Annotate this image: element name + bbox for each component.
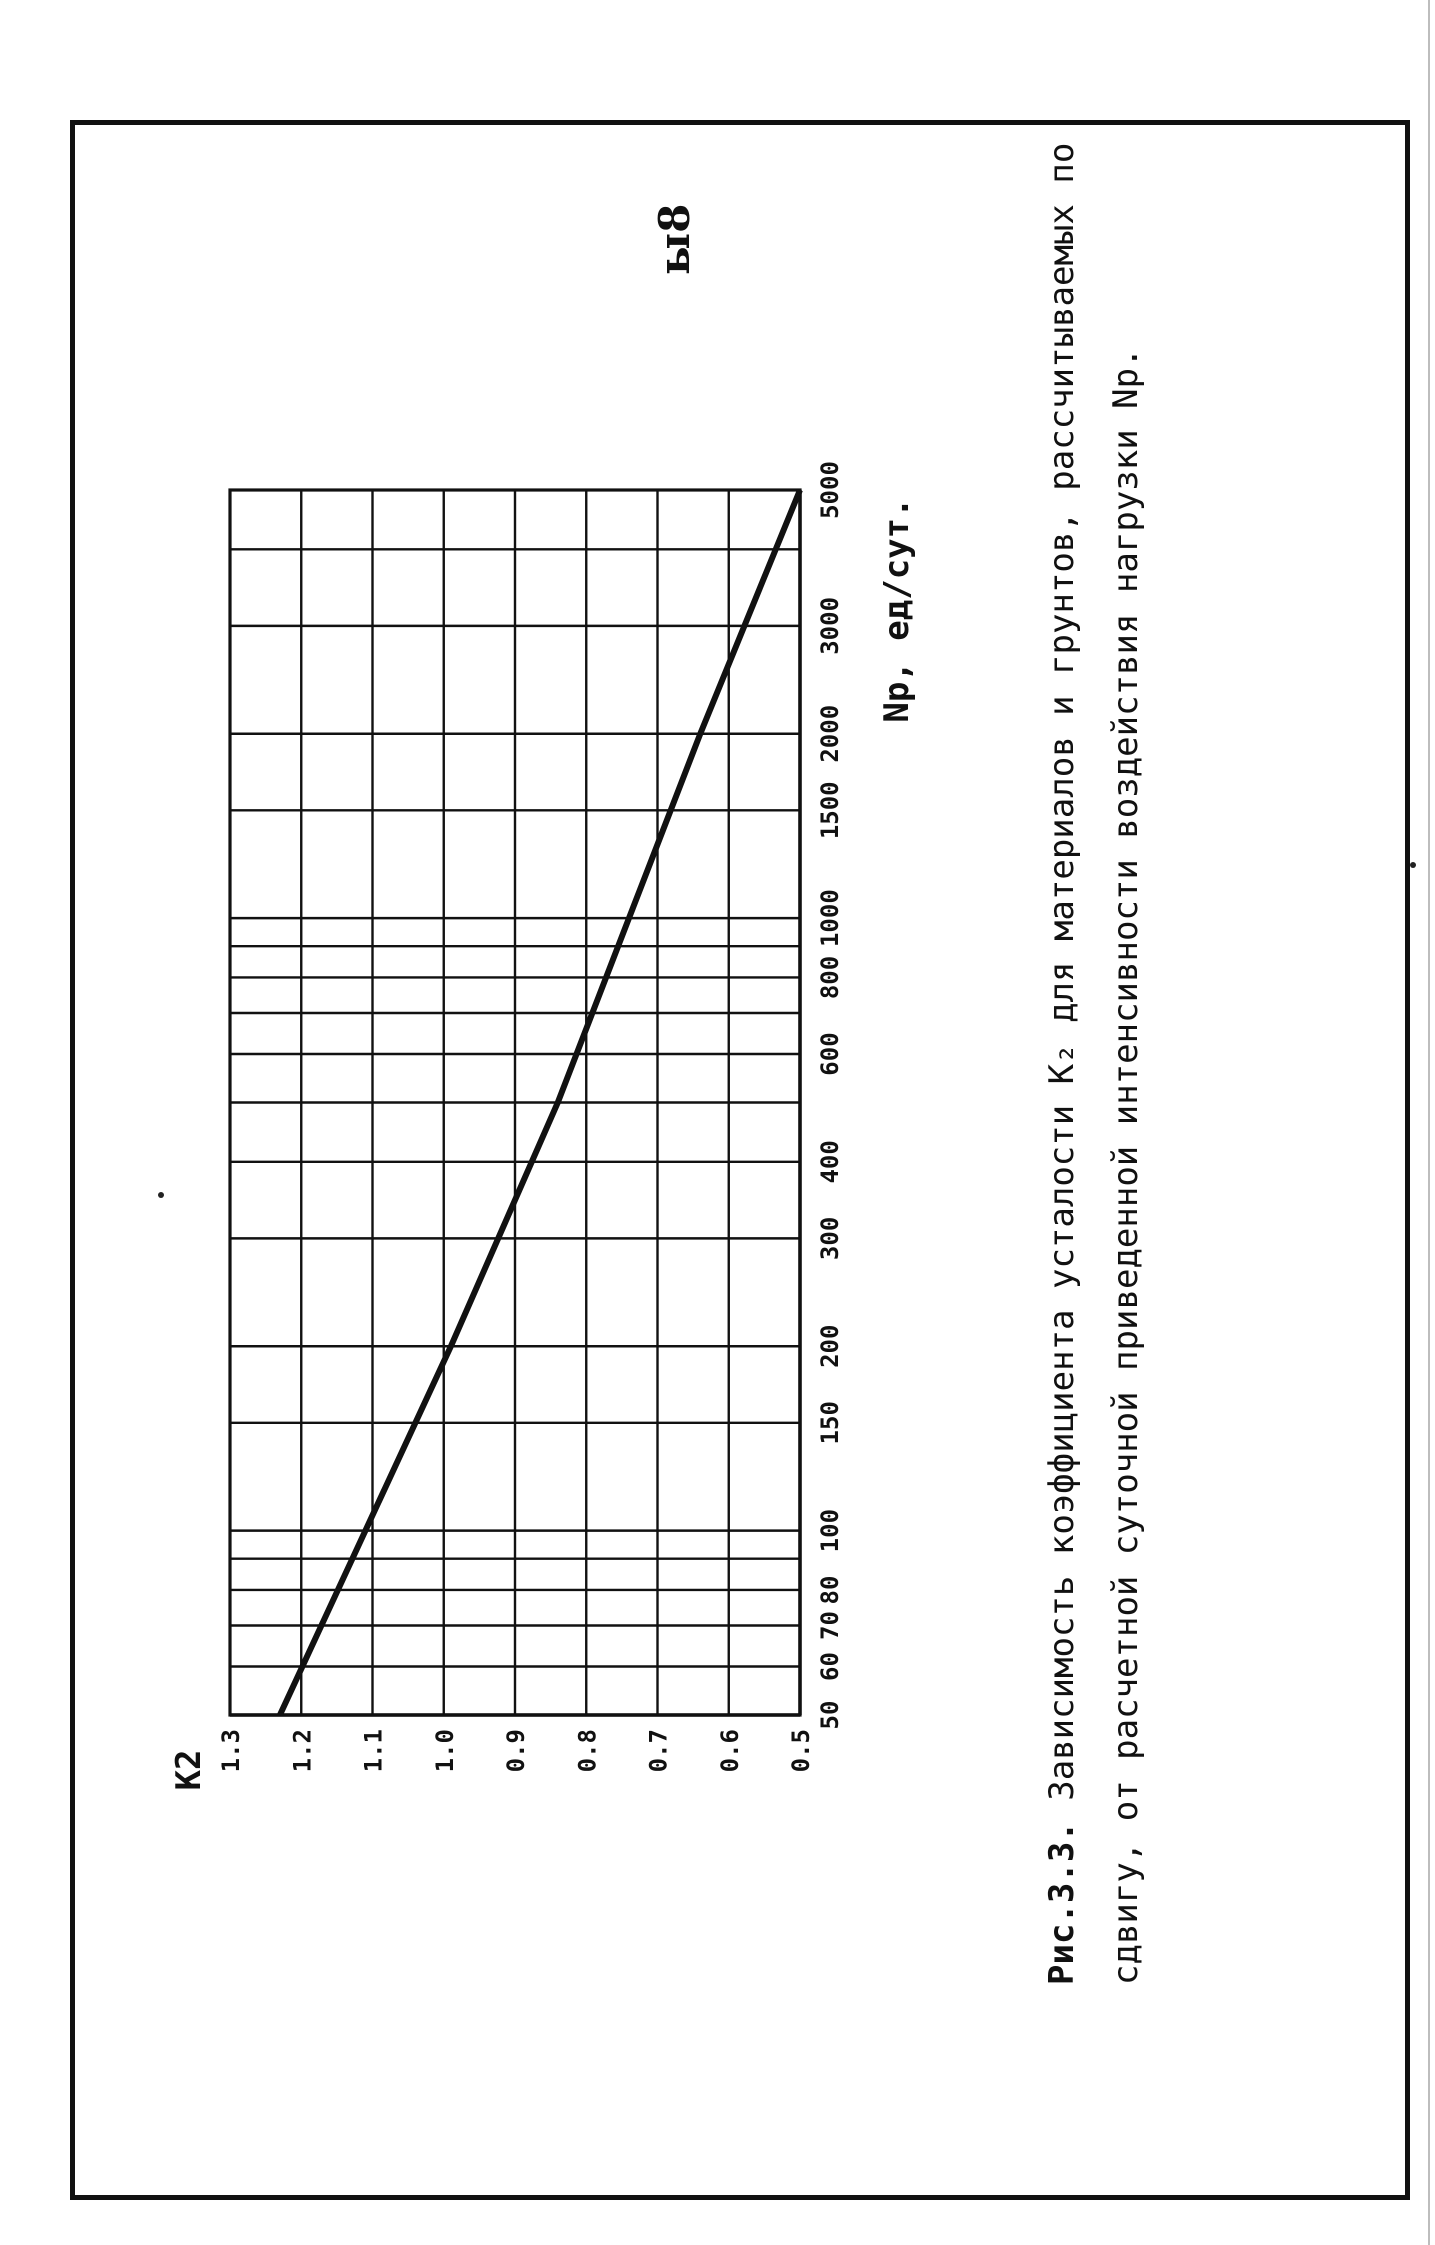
y-tick-label: 1.3 bbox=[217, 1729, 245, 1773]
y-axis-ticks bbox=[217, 1729, 815, 1772]
figure-number: Рис.3.3. bbox=[1042, 1821, 1082, 1985]
x-tick-label: 5000 bbox=[816, 461, 844, 519]
y-tick-label: 0.7 bbox=[644, 1729, 673, 1773]
x-tick-label: 50 bbox=[816, 1700, 844, 1730]
chart-grid bbox=[230, 490, 800, 1715]
x-axis-title: Np, ед/сут. bbox=[877, 497, 917, 723]
y-tick-label: 0.8 bbox=[573, 1729, 602, 1773]
x-tick-label: 600 bbox=[816, 1032, 844, 1076]
y-axis-title: K2 bbox=[169, 1749, 209, 1791]
caption-text-1: Зависимость коэффициента усталости K₂ для материалов и грунтов, рассчитываемых по bbox=[1042, 142, 1082, 1822]
y-tick-label: 1.0 bbox=[430, 1729, 459, 1773]
y-tick-label: 1.1 bbox=[359, 1729, 388, 1773]
caption-line-1 bbox=[1030, 142, 1094, 1985]
x-tick-label: 200 bbox=[816, 1324, 844, 1368]
figure-caption bbox=[1030, 142, 1158, 1985]
y-tick-label: 1.2 bbox=[288, 1729, 317, 1773]
caption-line-2: сдвигу, от расчетной суточной приведенной интенсивности воздействия нагрузки Np. bbox=[1106, 347, 1146, 1985]
x-tick-label: 100 bbox=[816, 1508, 844, 1553]
x-tick-label: 300 bbox=[816, 1216, 844, 1261]
y-tick-label: 0.5 bbox=[787, 1729, 815, 1773]
x-tick-label: 400 bbox=[816, 1140, 844, 1184]
x-tick-label: 1000 bbox=[816, 889, 844, 948]
x-tick-label: 60 bbox=[816, 1652, 844, 1681]
y-tick-label: 0.9 bbox=[502, 1729, 530, 1773]
x-tick-label: 150 bbox=[816, 1401, 844, 1445]
page-number: ы8 bbox=[650, 203, 699, 275]
x-tick-label: 3000 bbox=[816, 596, 844, 655]
x-axis-ticks bbox=[816, 461, 844, 1729]
x-tick-label: 1500 bbox=[816, 781, 844, 840]
x-tick-label: 70 bbox=[816, 1611, 844, 1640]
x-tick-label: 2000 bbox=[816, 704, 844, 763]
x-tick-label: 800 bbox=[816, 955, 844, 1000]
x-tick-label: 80 bbox=[816, 1575, 844, 1605]
y-tick-label: 0.6 bbox=[715, 1729, 744, 1773]
